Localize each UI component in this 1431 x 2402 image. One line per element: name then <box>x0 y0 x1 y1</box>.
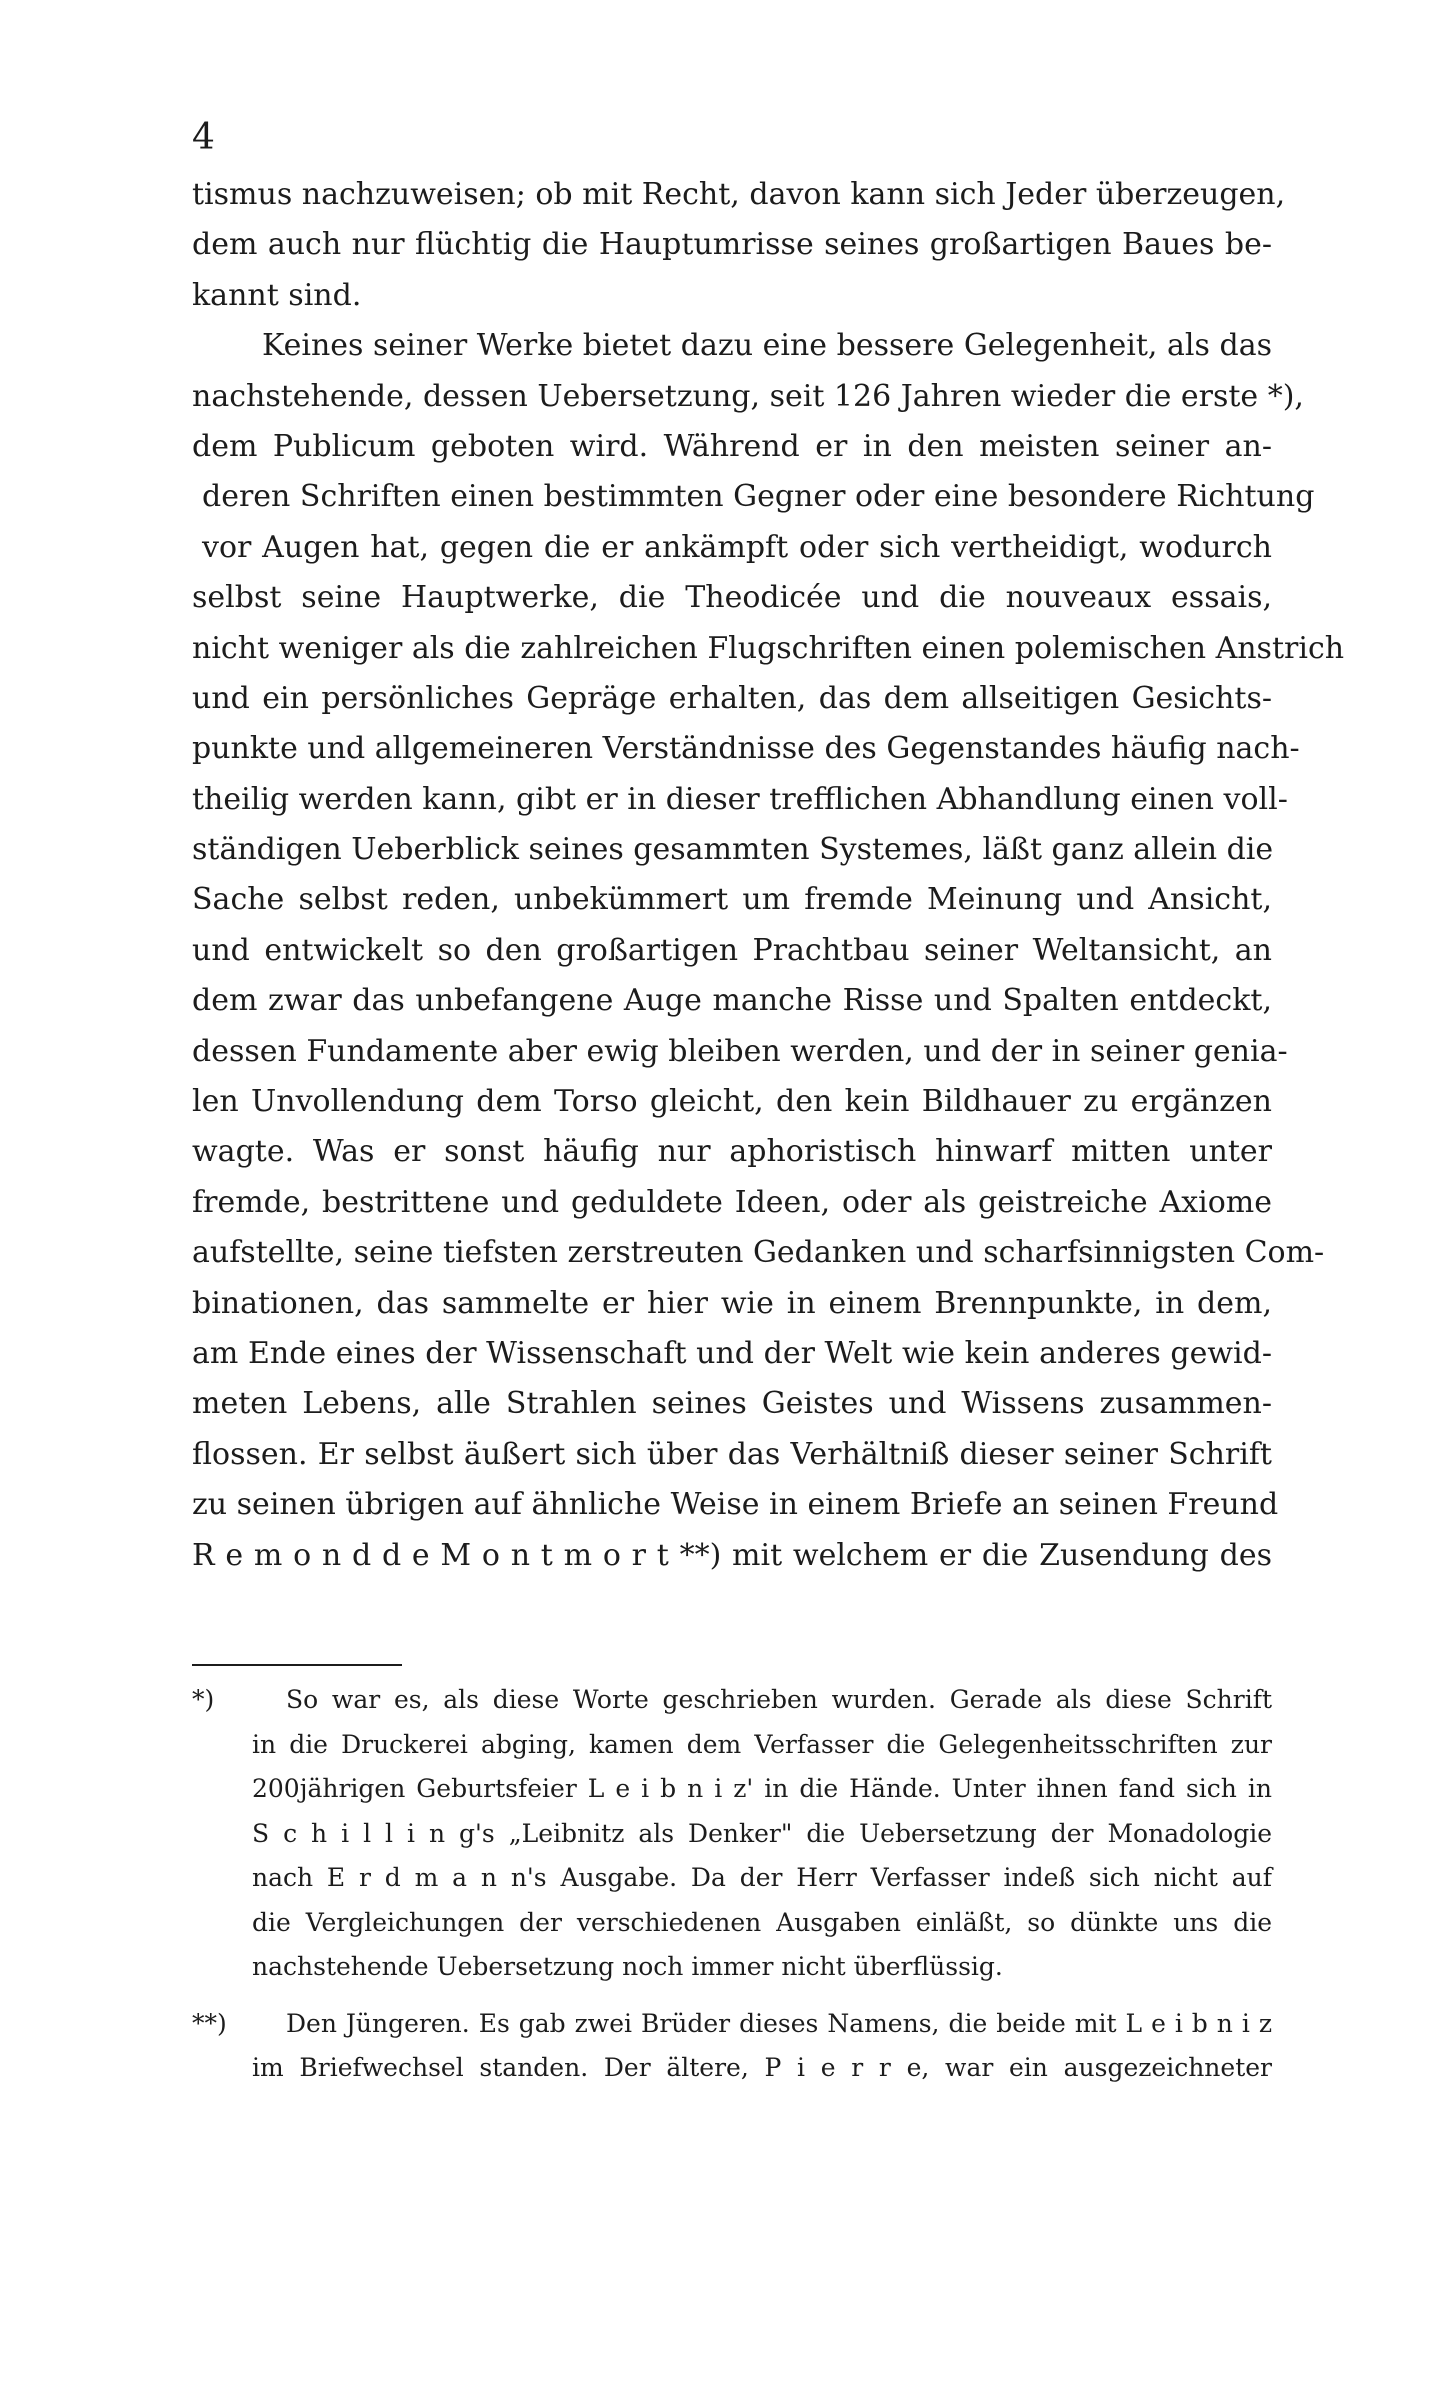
text-line: dem auch nur flüchtig die Hauptumrisse seines großartigen Baues be- <box>192 227 1272 263</box>
footnote-marker: **) <box>192 2008 227 2038</box>
text-line: binationen, das sammelte er hier wie in einem Brennpunkte, in dem, <box>192 1285 1272 1321</box>
footnote-line: im Briefwechsel standen. Der ältere, P i e r r e, war ein ausgezeichneter <box>252 2053 1272 2082</box>
text-line: zu seinen übrigen auf ähnliche Weise in einem Briefe an seinen Freund <box>192 1487 1279 1523</box>
text-line: meten Lebens, alle Strahlen seines Geistes und Wissens zusammen- <box>192 1386 1272 1422</box>
text-line: wagte. Was er sonst häufig nur aphoristisch hinwarf mitten unter <box>192 1134 1272 1170</box>
footnote-line: nachstehende Uebersetzung noch immer nicht überflüssig. <box>252 1952 1003 1981</box>
footnote-line <box>192 2002 1272 2047</box>
page-number: 4 <box>192 117 215 158</box>
text-line: aufstellte, seine tiefsten zerstreuten Gedanken und scharfsinnigsten Com- <box>192 1235 1325 1271</box>
text-line: theilig werden kann, gibt er in dieser trefflichen Abhandlung einen voll- <box>192 781 1288 817</box>
text-line: nicht weniger als die zahlreichen Flugschriften einen polemischen Anstrich <box>192 630 1345 666</box>
main-text <box>192 170 1345 1581</box>
text-line: tismus nachzuweisen; ob mit Recht, davon kann sich Jeder überzeugen, <box>192 177 1286 212</box>
footnote-line: 200jährigen Geburtsfeier L e i b n i z' in die Hände. Unter ihnen fand sich in <box>252 1774 1272 1803</box>
text-line: deren Schriften einen bestimmten Gegner oder eine besondere Richtung <box>202 479 1315 515</box>
footnote-line: nach E r d m a n n's Ausgabe. Da der Herr Verfasser indeß sich nicht auf <box>252 1863 1272 1892</box>
text-line: len Unvollendung dem Torso gleicht, den kein Bildhauer zu ergänzen <box>192 1084 1272 1120</box>
text-line: dem zwar das unbefangene Auge manche Risse und Spalten entdeckt, <box>192 983 1272 1019</box>
footnote-marker: *) <box>192 1685 215 1714</box>
footnote-line <box>192 1678 1272 1723</box>
footnote-line: S c h i l l i n g's „Leibnitz als Denker" die Uebersetzung der Monadologie <box>252 1818 1272 1848</box>
text-line: dem Publicum geboten wird. Während er in den meisten seiner an- <box>192 428 1272 464</box>
footnote-2 <box>192 2002 1272 2091</box>
text-line: ständigen Ueberblick seines gesammten Systemes, läßt ganz allein die <box>192 832 1274 868</box>
footnote-spacer <box>192 1990 1272 2002</box>
text-line: vor Augen hat, gegen die er ankämpft oder sich vertheidigt, wodurch <box>202 529 1272 565</box>
text-line: flossen. Er selbst äußert sich über das Verhältniß dieser seiner Schrift <box>192 1436 1272 1472</box>
text-line: Sache selbst reden, unbekümmert um fremde Meinung und Ansicht, <box>192 882 1272 918</box>
footnote-line: die Vergleichungen der verschiedenen Ausgaben einläßt, so dünkte uns die <box>252 1907 1272 1937</box>
footnote-text: So war es, als diese Worte geschrieben wurden. Gerade als diese Schrift <box>286 1685 1272 1714</box>
text-line: dessen Fundamente aber ewig bleiben werden, und der in seiner genia- <box>192 1033 1288 1069</box>
footnotes <box>192 1678 1272 2091</box>
text-line: selbst seine Hauptwerke, die Theodicée und die nouveaux essais, <box>192 580 1272 616</box>
text-line: Keines seiner Werke bietet dazu eine bessere Gelegenheit, als das <box>262 328 1272 364</box>
text-line: fremde, bestrittene und geduldete Ideen, oder als geistreiche Axiome <box>192 1184 1272 1220</box>
footnote-text: Den Jüngeren. Es gab zwei Brüder dieses Namens, die beide mit L e i b n i z <box>286 2008 1272 2038</box>
text-line: und ein persönliches Gepräge erhalten, das dem allseitigen Gesichts- <box>192 680 1272 716</box>
footnote-1 <box>192 1678 1272 1990</box>
text-line: punkte und allgemeineren Verständnisse des Gegenstandes häufig nach- <box>192 731 1300 767</box>
text-line: nachstehende, dessen Uebersetzung, seit 126 Jahren wieder die erste *), <box>192 378 1304 414</box>
footnote-line: in die Druckerei abging, kamen dem Verfasser die Gelegenheitsschriften zur <box>252 1729 1272 1759</box>
text-line: am Ende eines der Wissenschaft und der Welt wie kein anderes gewid- <box>192 1335 1272 1371</box>
text-line: und entwickelt so den großartigen Prachtbau seiner Weltansicht, an <box>192 932 1272 968</box>
footnote-divider <box>192 1664 402 1666</box>
text-line: kannt sind. <box>192 277 362 313</box>
text-line: R e m o n d d e M o n t m o r t **) mit welchem er die Zusendung des <box>192 1537 1272 1573</box>
